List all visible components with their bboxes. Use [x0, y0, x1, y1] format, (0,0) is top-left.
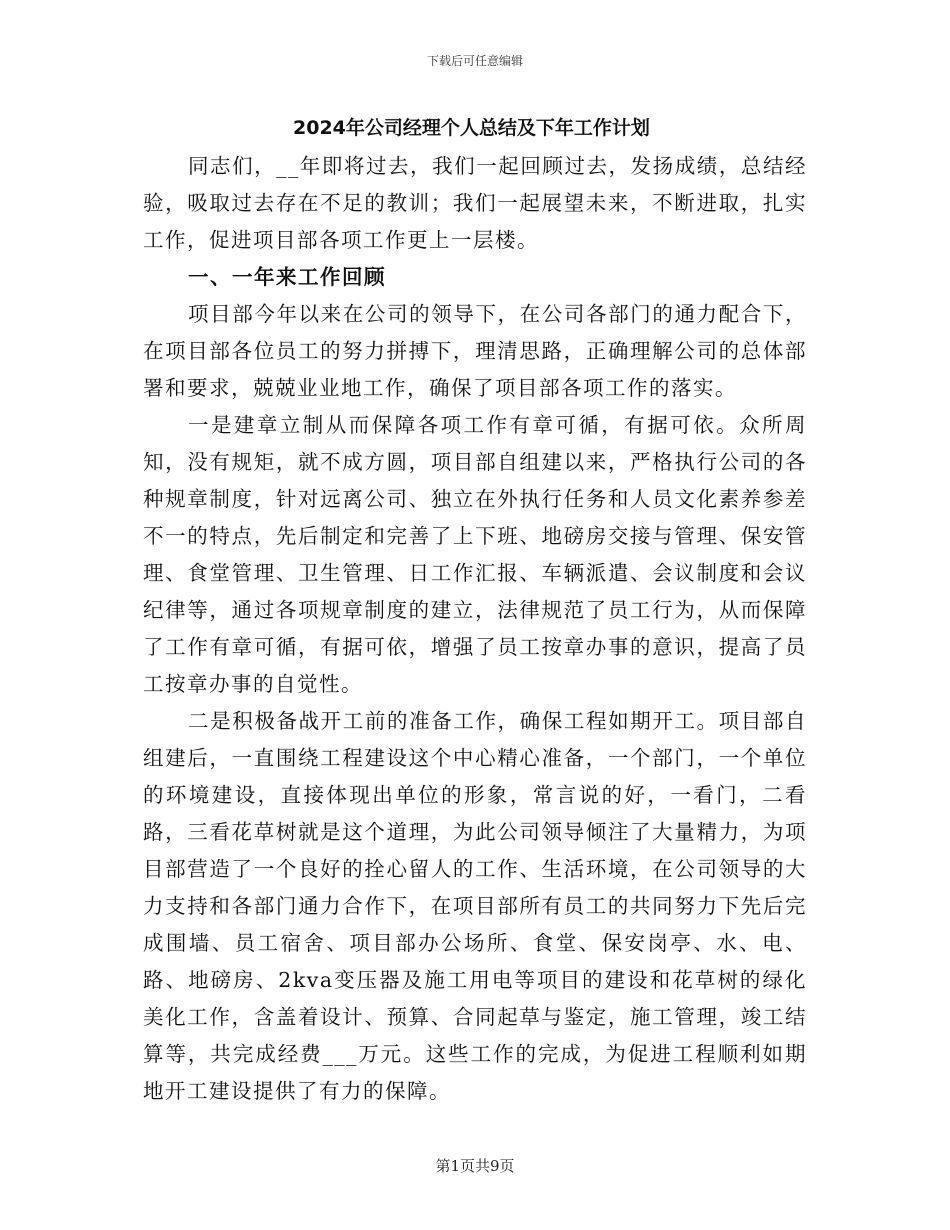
- document-body: [143, 108, 807, 1110]
- page-number: 第1页共9页: [435, 1157, 515, 1175]
- body-paragraph: 项目部今年以来在公司的领导下，在公司各部门的通力配合下，在项目部各位员工的努力拼搏下，理清思路，正确理解公司的总体部署和要求，兢兢业业地工作，确保了项目部各项工作的落实。: [143, 302, 807, 400]
- document-title: 2024年公司经理个人总结及下年工作计划: [293, 117, 650, 139]
- section-heading: 一、一年来工作回顾: [188, 265, 386, 289]
- intro-paragraph: 同志们，__年即将过去，我们一起回顾过去，发扬成绩，总结经验，吸取过去存在不足的教训；我们一起展望未来，不断进取，扎实工作，促进项目部各项工作更上一层楼。: [143, 154, 807, 252]
- body-paragraph: 一是建章立制从而保障各项工作有章可循，有据可依。众所周知，没有规矩，就不成方圆，项目部自组建以来，严格执行公司的各种规章制度，针对远离公司、独立在外执行任务和人员文化素养参差不一的特点，先后制定和完善了上下班、地磅房交接与管理、保安管理、食堂管理、卫生管理、日工作汇报、车辆派遣、会议制度和会议纪律等，通过各项规章制度的建立，法律规范了员工行为，从而保障了工作有章可循，有据可依，增强了员工按章办事的意识，提高了员工按章办事的自觉性。: [143, 413, 807, 696]
- body-paragraph: 二是积极备战开工前的准备工作，确保工程如期开工。项目部自组建后，一直围绕工程建设这个中心精心准备，一个部门，一个单位的环境建设，直接体现出单位的形象，常言说的好，一看门，二看路，三看花草树就是这个道理，为此公司领导倾注了大量精力，为项目部营造了一个良好的拴心留人的工作、生活环境，在公司领导的大力支持和各部门通力合作下，在项目部所有员工的共同努力下先后完成围墙、员工宿舍、项目部办公场所、食堂、保安岗亭、水、电、路、地磅房、2kva变压器及施工用电等项目的建设和花草树的绿化美化工作，含盖着设计、预算、合同起草与鉴定，施工管理，竣工结算等，共完成经费___万元。这些工作的完成，为促进工程顺利如期地开工建设提供了有力的保障。: [143, 709, 807, 1103]
- page-header-note: 下载后可任意编辑: [426, 54, 523, 68]
